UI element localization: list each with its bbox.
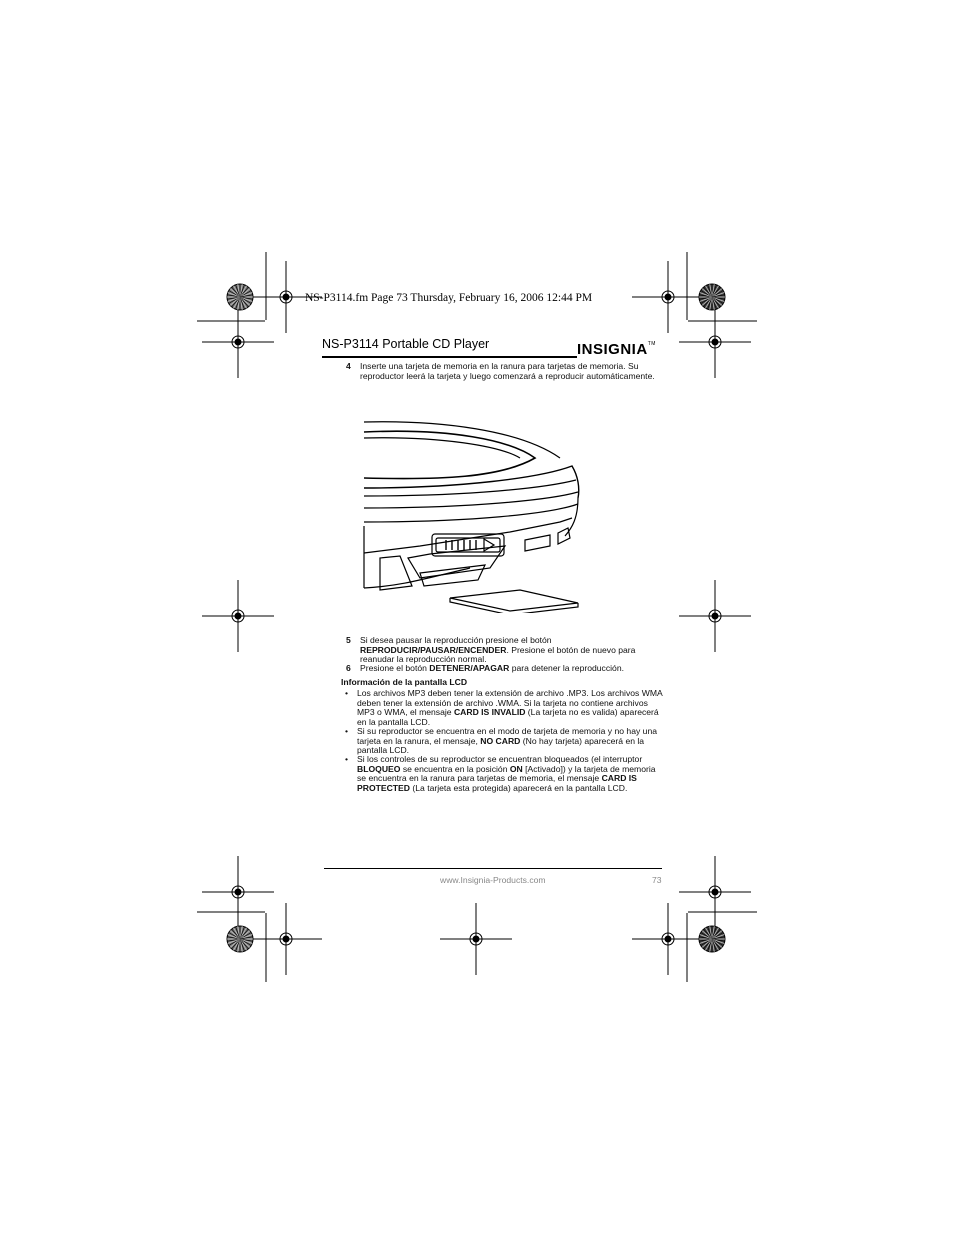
step-text: Si desea pausar la reproducción presione el botón REPRODUCIR/PAUSAR/ENCENDER. Presione el botón de nuevo para reanudar la reproducción normal. [360,635,636,664]
bullet-symbol: • [345,754,349,764]
registration-target-icon [679,306,751,378]
cd-player-illustration [360,418,585,613]
step-text: Inserte una tarjeta de memoria en la ranura para tarjetas de memoria. Su reproductor leerá la tarjeta y luego comenzará a reproducir automáticamente. [360,361,655,381]
star-target-icon [699,284,725,310]
step-text: Presione el botón DETENER/APAGAR para detener la reproducción. [360,663,624,673]
registration-target-icon [679,856,751,928]
step-4 [346,362,666,381]
insignia-logo: INSIGNIA™ [577,341,656,358]
step-number: 6 [346,663,351,673]
registration-target-icon [679,580,751,652]
step-5 [346,636,666,665]
footer-rule [324,868,662,869]
page-header-title: NS-P3114 Portable CD Player [322,337,490,351]
step-number: 4 [346,361,351,371]
star-target-icon [227,926,253,952]
star-target-icon [227,284,253,310]
footer-url: www.Insignia-Products.com [440,875,546,885]
registration-target-icon [250,903,322,975]
bullet-item: • Si los controles de su reproductor se encuentran bloqueados (el interruptor BLOQUEO se encuentra en la posición ON [Activado]) y la tarjeta de memoria se encuentra en la ranura para tarjetas de memoria, el mensaje CARD IS PROTECTED (La tarjeta esta protegida) aparecerá en la pantalla LCD. [345,754,656,793]
section-heading: Información de la pantalla LCD [341,677,468,687]
step-number: 5 [346,635,351,645]
bullet-item: • Si su reproductor se encuentra en el modo de tarjeta de memoria y no hay una tarjeta en la ranura, el mensaje, NO CARD (No hay tarjeta) aparecerá en la pantalla LCD. [345,726,658,755]
bullet-item: • Los archivos MP3 deben tener la extensión de archivo .MP3. Los archivos WMA deben tener la extensión de archivo .WMA. Si la tarjeta no contiene archivos MP3 o WMA, el mensaje CARD IS INVALID (La tarjeta no es valida) aparecerá en la pantalla LCD. [345,688,663,727]
registration-target-icon [632,903,704,975]
step-6 [346,664,666,674]
registration-target-icon [202,856,274,928]
registration-target-icon [202,306,274,378]
bullet-symbol: • [345,688,349,698]
registration-target-icon [440,903,512,975]
registration-target-icon [202,580,274,652]
file-slug: NS-P3114.fm Page 73 Thursday, February 16, 2006 12:44 PM [305,292,593,304]
page-number: 73 [652,875,662,885]
star-target-icon [699,926,725,952]
registration-target-icon [632,261,704,333]
bullet-symbol: • [345,726,349,736]
header-rule [322,356,577,358]
